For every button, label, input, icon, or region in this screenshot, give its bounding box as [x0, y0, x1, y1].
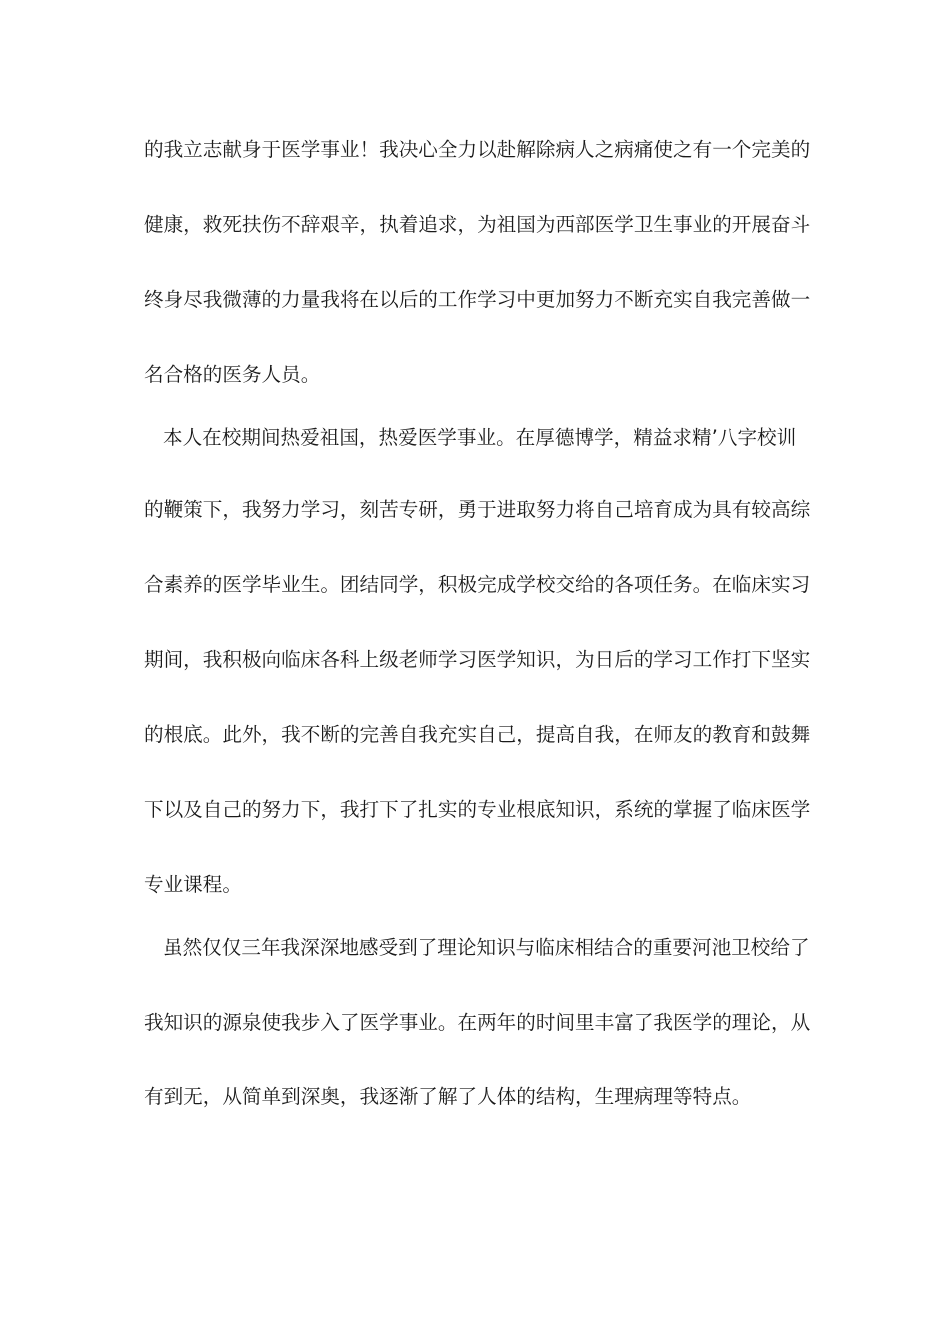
- text-line: 健康，救死扶伤不辞艰辛，执着追求，为祖国为西部医学卫生事业的开展奋斗: [144, 213, 811, 236]
- paragraph-first-line: 虽然仅仅三年我深深地感受到了理论知识与临床相结合的重要河池卫校给了: [163, 936, 810, 959]
- text-line: 合素养的医学毕业生。团结同学，积极完成学校交给的各项任务。在临床实习: [144, 573, 811, 596]
- text-line: 名合格的医务人员。: [144, 363, 321, 386]
- text-line: 的鞭策下，我努力学习，刻苦专研，勇于进取努力将自己培育成为具有较高综: [144, 498, 811, 521]
- paragraph-first-line: 本人在校期间热爱祖国，热爱医学事业。在厚德博学，精益求精’八字校训: [163, 426, 797, 449]
- text-line: 的根底。此外，我不断的完善自我充实自己，提高自我，在师友的教育和鼓舞: [144, 723, 811, 746]
- text-line: 的我立志献身于医学事业！我决心全力以赴解除病人之病痛使之有一个完美的: [144, 138, 811, 161]
- text-line: 专业课程。: [144, 873, 242, 896]
- text-line: 终身尽我微薄的力量我将在以后的工作学习中更加努力不断充实自我完善做一: [144, 288, 811, 311]
- text-line: 期间，我积极向临床各科上级老师学习医学知识，为日后的学习工作打下坚实: [144, 648, 811, 671]
- text-line: 有到无，从简单到深奥，我逐渐了解了人体的结构，生理病理等特点。: [144, 1085, 752, 1108]
- text-line: 我知识的源泉使我步入了医学事业。在两年的时间里丰富了我医学的理论，从: [144, 1011, 811, 1034]
- text-line: 下以及自己的努力下，我打下了扎实的专业根底知识，系统的掌握了临床医学: [144, 798, 811, 821]
